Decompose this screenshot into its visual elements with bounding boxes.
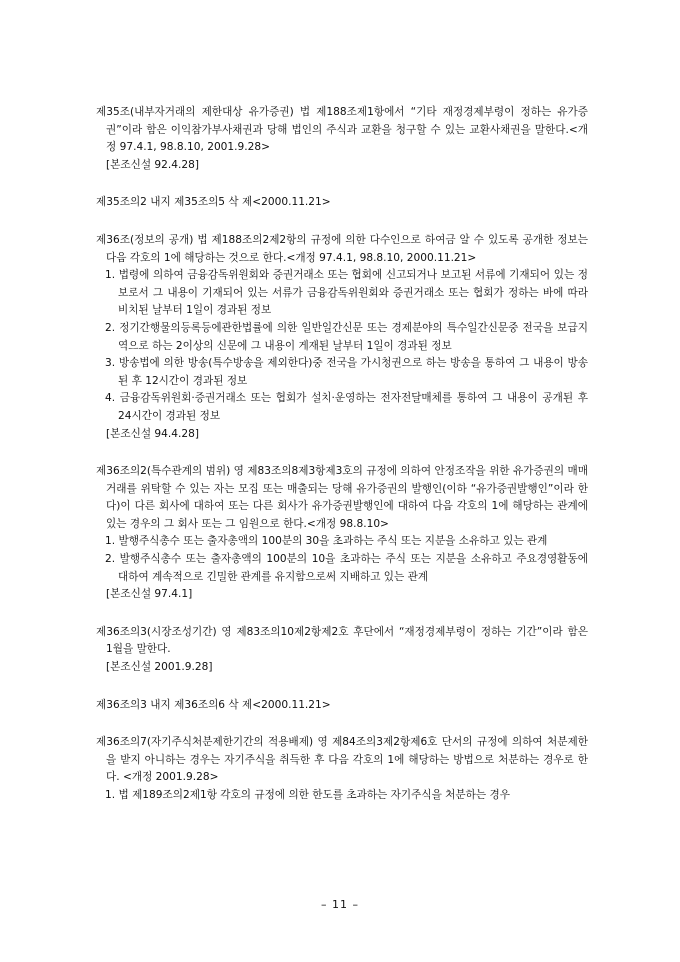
article-items [96,787,588,805]
article-text: 제36조의3 내지 제36조의6 삭 제<2000.11.21> [96,698,331,711]
list-item: 1. 법령에 의하여 금융감독위원회와 증권거래소 또는 협회에 신고되거나 보고된 서류에 기재되어 있는 정보로서 그 내용이 기재되어 있는 서류가 금융감독위원회와 증권거래소 또는 협회가 정하는 바에 따라 비치된 날부터 1일이 경과된 정보 [105,269,588,317]
article-36-3 [96,624,588,677]
list-item: 1. 발행주식총수 또는 출자총액의 100분의 30을 초과하는 주식 또는 지분을 소유하고 있는 관계 [105,535,548,548]
article-36-2 [96,463,588,604]
article-note: [본조신설 2001.9.28] [106,661,213,674]
list-item: 1. 법 제189조의2제1항 각호의 규정에 의한 한도를 초과하는 자기주식을 처분하는 경우 [105,789,510,801]
list-item: 2. 정기간행물의등록등에관한법률에 의한 일반일간신문 또는 경제분야의 특수일간신문중 전국을 보급지역으로 하는 2이상의 신문에 그 내용이 게재된 날부터 1일이 경과된 정보 [105,321,588,352]
article-text: 제36조의3(시장조성기간) 영 제83조의10제2항제2호 후단에서 “재정경제부령이 정하는 기간”이라 함은 1월을 말한다. [96,625,588,656]
article-36 [96,232,588,443]
article-text: 제36조의7(자기주식처분제한기간의 적용배제) 영 제84조의3제2항제6호 단서의 규정에 의하여 처분제한을 받지 아니하는 경우는 자기주식을 취득한 후 다음 각호의 1에 해당하는 방법으로 처분하는 경우로 한다. <개정 2001.9.28> [96,736,588,784]
article-note: [본조신설 94.4.28] [106,427,200,440]
document-body [96,104,588,825]
article-note: [본조신설 92.4.28] [106,158,200,171]
article-items [96,267,588,425]
list-item: 4. 금융감독위원회·증권거래소 또는 협회가 설치·운영하는 전자전달매체를 통하여 그 내용이 공개된 후 24시간이 경과된 정보 [105,392,588,422]
article-note: [본조신설 97.4.1] [106,588,193,601]
article-35 [96,104,588,174]
article-text: 제36조(정보의 공개) 법 제188조의2제2항의 규정에 의한 다수인으로 하여금 알 수 있도록 공개한 정보는 다음 각호의 1에 해당하는 것으로 한다.<개정 97.4.1, 98.8.10, 2000.11.21> [96,233,588,264]
article-text: 제36조의2(특수관계의 범위) 영 제83조의8제3항제3호의 규정에 의하여 안정조작을 위한 유가증권의 매매거래를 위탁할 수 있는 자는 모집 또는 매출되는 당해 유가증권의 발행인(이하 “유가증권발행인”이라 한다)이 다른 회사에 대하여 또는 다른 회사가 유가증권발행인에 대하여 다음 각호의 1에 해당하는 관계에 있는 경우의 그 회사 또는 그 임원으로 한다.<개정 98.8.10> [96,465,588,530]
article-items [96,533,588,586]
list-item: 3. 방송법에 의한 방송(특수방송을 제외한다)중 전국을 가시청권으로 하는 방송을 통하여 그 내용이 방송된 후 12시간이 경과된 정보 [105,357,588,387]
article-text: 제35조(내부자거래의 제한대상 유가증권) 법 제188조제1항에서 “기타 재정경제부령이 정하는 유가증권”이라 함은 이익참가부사채권과 당해 법인의 주식과 교환을 청구할 수 있는 교환사채권을 말한다.<개정 97.4.1, 98.8.10, 2001.9.28> [96,106,588,154]
page-number: – 11 – [321,898,359,911]
article-35-2-to-35-5 [96,194,588,212]
list-item: 2. 발행주식총수 또는 출자총액의 100분의 10을 초과하는 주식 또는 지분을 소유하고 주요경영활동에 대하여 계속적으로 긴밀한 관계를 유지함으로써 지배하고 있는 관계 [105,553,588,583]
article-text: 제35조의2 내지 제35조의5 삭 제<2000.11.21> [96,196,331,209]
article-36-7 [96,734,588,804]
article-36-3-to-36-6 [96,697,588,715]
